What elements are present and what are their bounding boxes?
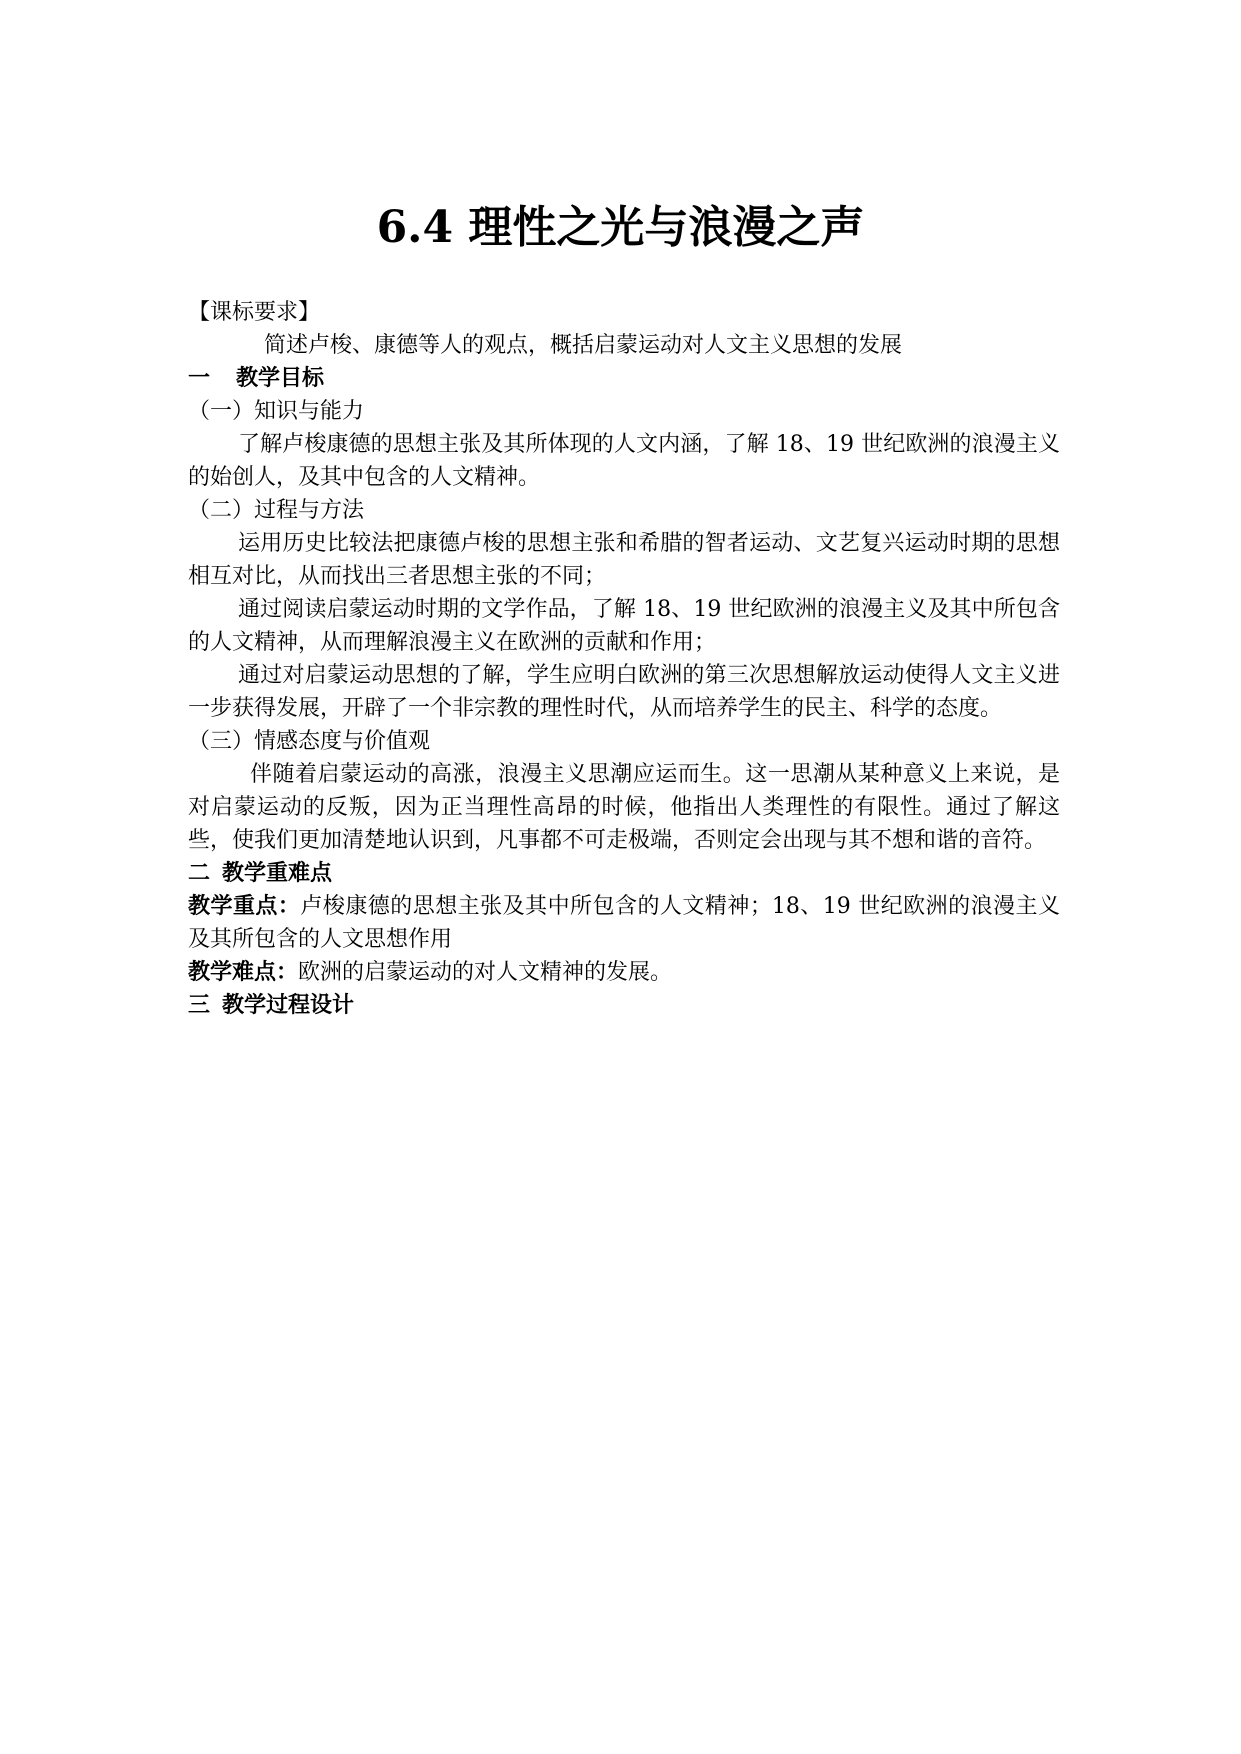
curriculum-text: 简述卢梭、康德等人的观点，概括启蒙运动对人文主义思想的发展 (264, 333, 903, 358)
subsection-label-process: （二）过程与方法 (188, 498, 365, 523)
paragraph-difficulty (188, 956, 1060, 989)
section-heading-objectives (188, 362, 1060, 395)
paragraph-process-2: 通过阅读启蒙运动时期的文学作品，了解 18、19 世纪欧洲的浪漫主义及其中所包含的人文精神，从而理解浪漫主义在欧洲的贡献和作用； (188, 597, 1060, 655)
subsection-label-knowledge: （一）知识与能力 (188, 399, 365, 424)
paragraph-values: 伴随着启蒙运动的高涨，浪漫主义思潮应运而生。这一思潮从某种意义上来说，是对启蒙运动的反叛，因为正当理性高昂的时候，他指出人类理性的有限性。通过了解这些，使我们更加清楚地认识到，凡事都不可走极端，否则定会出现与其不想和谐的音符。 (188, 762, 1060, 853)
paragraph-key-point (188, 890, 1060, 956)
section-number: 一 (188, 366, 211, 391)
section-heading-process-design (188, 989, 1060, 1022)
document-title: 6.4 理性之光与浪漫之声 (376, 202, 865, 253)
subsection-label-values: （三）情感态度与价值观 (188, 729, 431, 754)
difficulty-text: 欧洲的启蒙运动的对人文精神的发展。 (298, 960, 673, 985)
section-heading-key-points (188, 857, 1060, 890)
key-point-text: 卢梭康德的思想主张及其中所包含的人文精神；18、19 世纪欧洲的浪漫主义及其所包含的人文思想作用 (188, 894, 1060, 952)
section-number: 三 (188, 993, 211, 1018)
section-title: 教学过程设计 (222, 993, 355, 1018)
paragraph-process-3: 通过对启蒙运动思想的了解，学生应明白欧洲的第三次思想解放运动使得人文主义进一步获得发展，开辟了一个非宗教的理性时代，从而培养学生的民主、科学的态度。 (188, 663, 1060, 721)
curriculum-label: 【课标要求】 (188, 300, 321, 325)
section-title: 教学重难点 (222, 861, 333, 886)
document-body (188, 296, 1060, 1022)
difficulty-label: 教学难点： (188, 960, 299, 985)
paragraph-process-1: 运用历史比较法把康德卢梭的思想主张和希腊的智者运动、文艺复兴运动时期的思想相互对比，从而找出三者思想主张的不同； (188, 531, 1060, 589)
section-title: 教学目标 (236, 366, 325, 391)
key-point-label: 教学重点： (188, 894, 301, 919)
section-number: 二 (188, 861, 211, 886)
paragraph-knowledge: 了解卢梭康德的思想主张及其所体现的人文内涵，了解 18、19 世纪欧洲的浪漫主义的始创人，及其中包含的人文精神。 (188, 432, 1060, 490)
